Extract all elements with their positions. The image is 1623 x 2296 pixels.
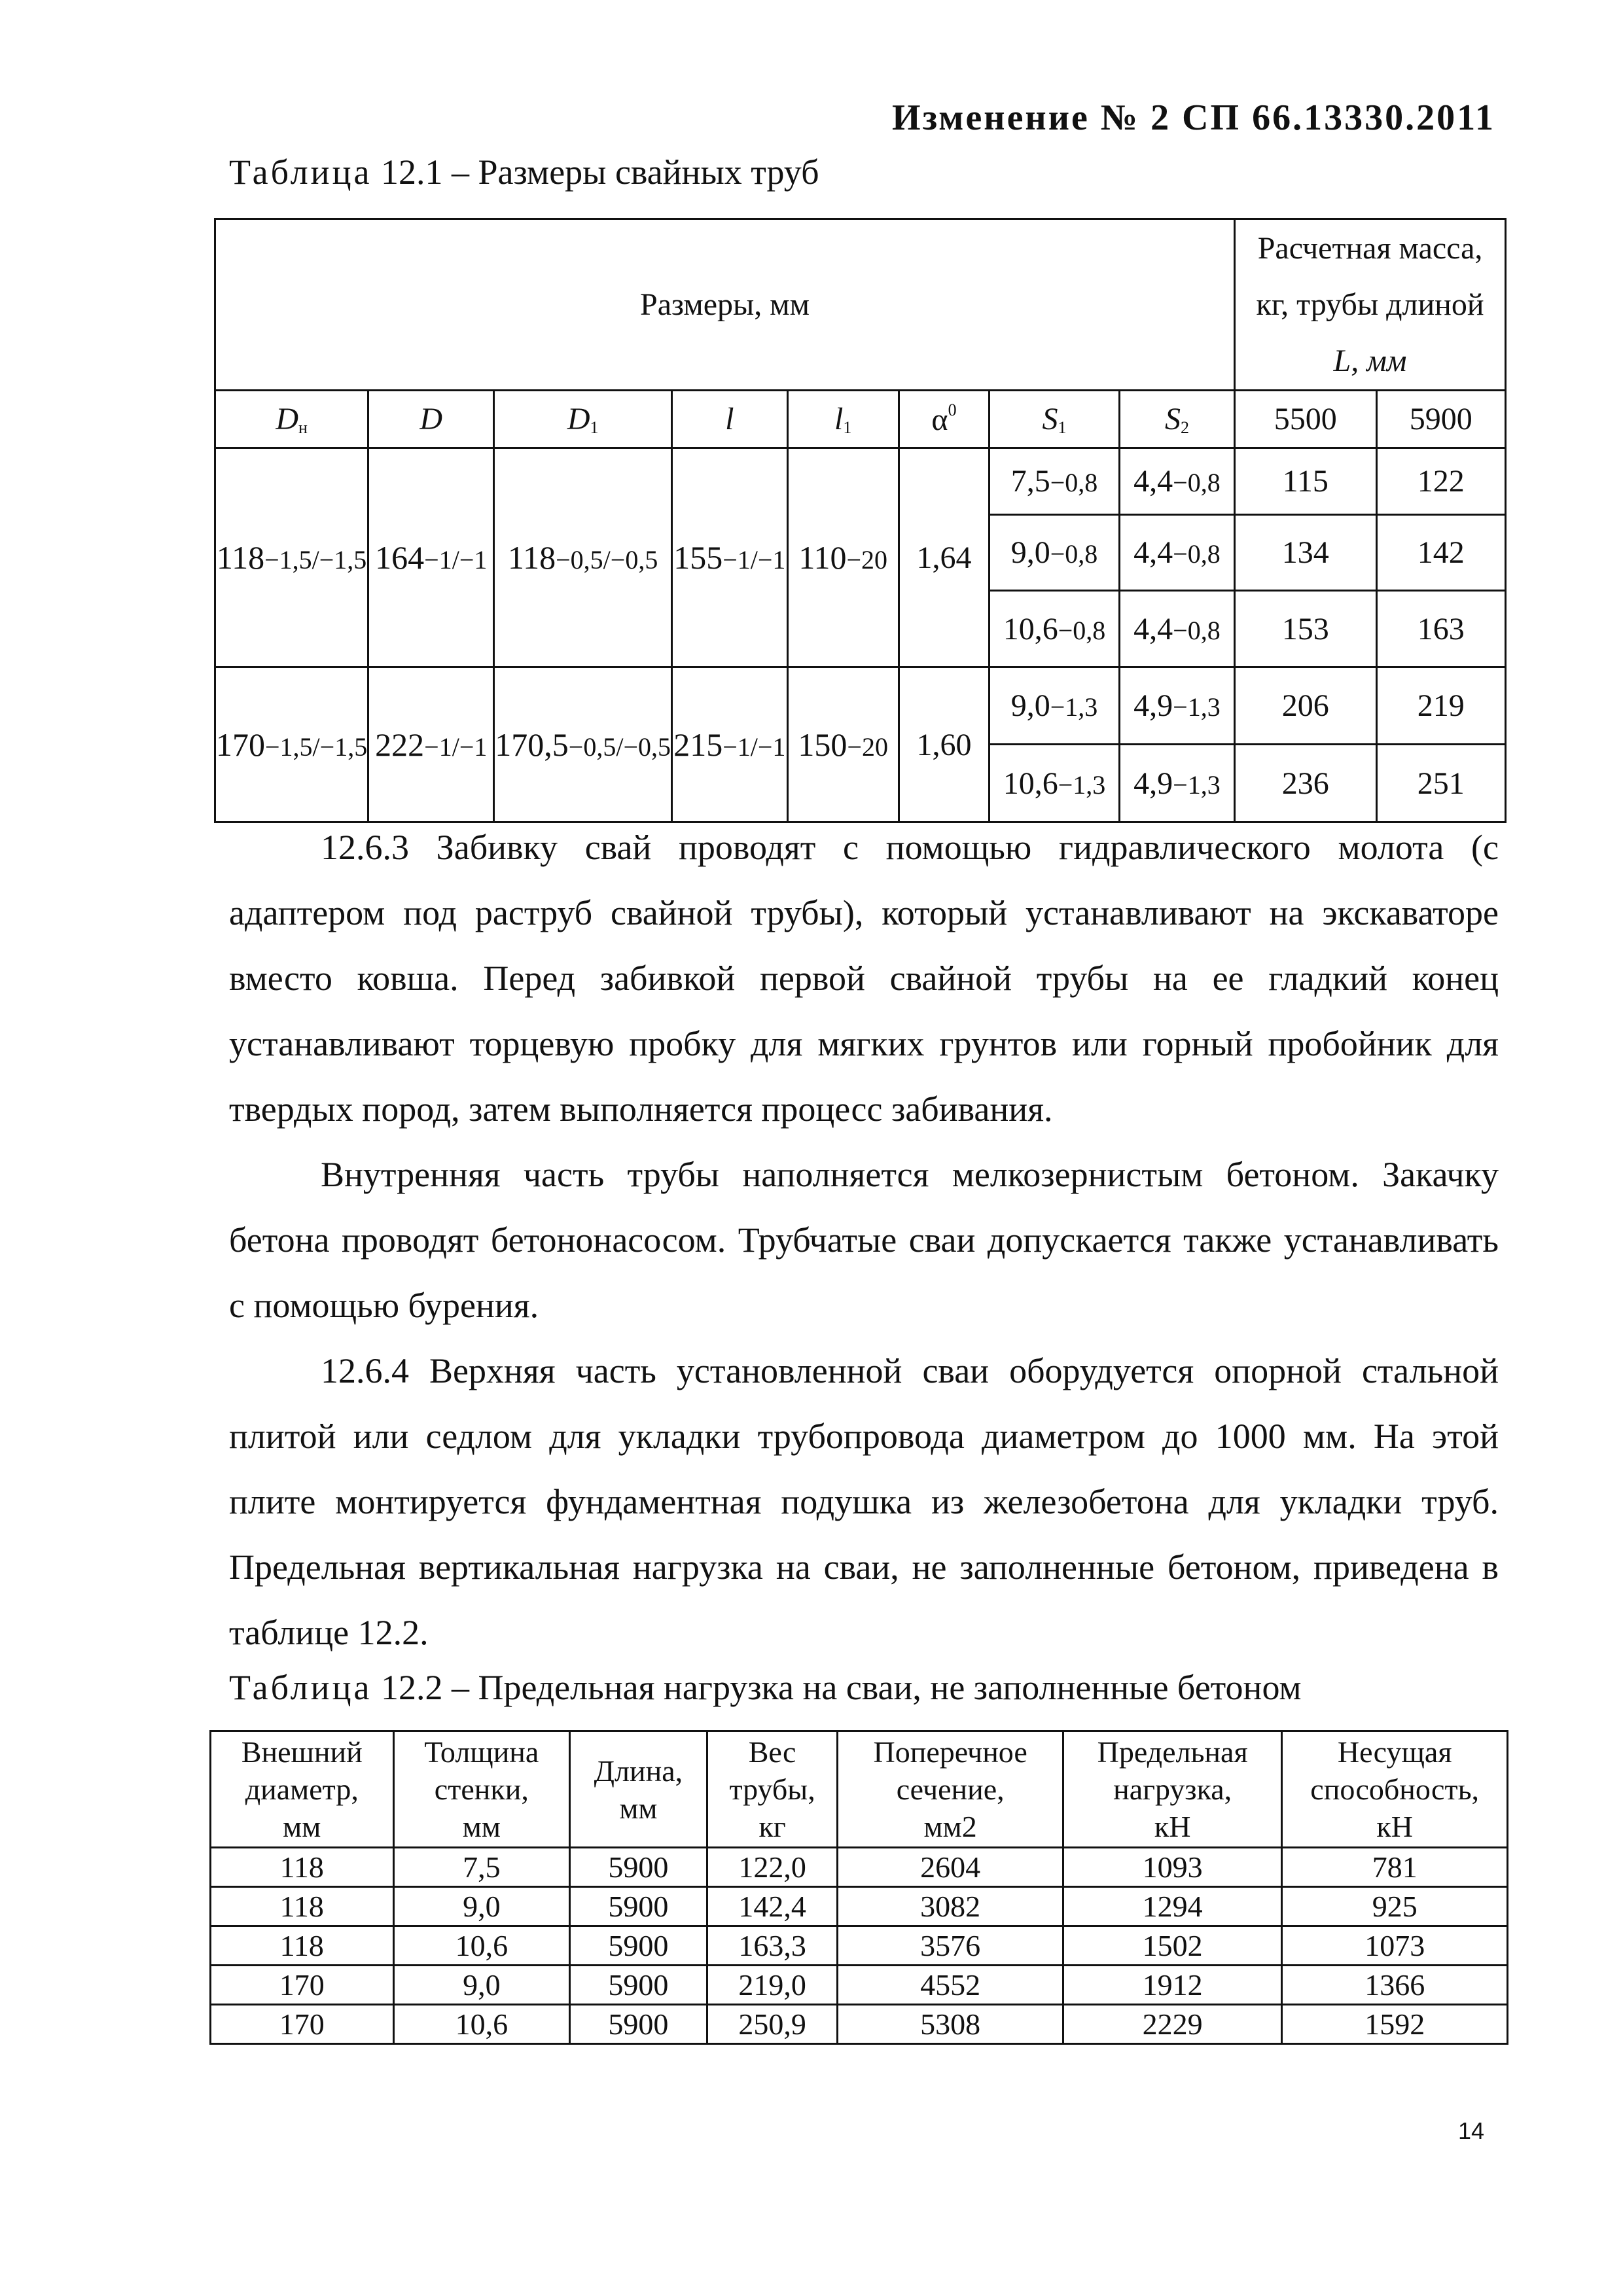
t2-head-weight: Вес трубы, кг	[707, 1731, 838, 1848]
t2-head-limit-load: Предельная нагрузка, кН	[1063, 1731, 1281, 1848]
table-cell: 7,5	[393, 1848, 570, 1887]
table-cell: 3082	[838, 1887, 1063, 1926]
g2-l: 215−1/−1	[672, 667, 788, 822]
table-cell: 1366	[1282, 1966, 1508, 2005]
r3-mass-5900: 163	[1376, 591, 1506, 667]
g1-alpha: 1,64	[899, 448, 990, 667]
table-cell: 170	[211, 1966, 394, 2005]
g2-l1: 150−20	[787, 667, 899, 822]
table-cell: 9,0	[393, 1887, 570, 1926]
g2-d: 222−1/−1	[368, 667, 494, 822]
r3-s2: 4,4−0,8	[1119, 591, 1234, 667]
table-cell: 781	[1282, 1848, 1508, 1887]
t2-head-cross-section: Поперечное сечение, мм2	[838, 1731, 1063, 1848]
table-cell: 250,9	[707, 2005, 838, 2044]
t2-head-bearing-capacity: Несущая способность, кН	[1282, 1731, 1508, 1848]
table1-head-mass-line3: L, мм	[1333, 343, 1407, 378]
load-limits-table	[209, 1730, 1508, 2045]
col-d1: $D_1$	[494, 391, 672, 448]
table1-head-mass-line2: кг, трубы длиной	[1256, 287, 1484, 322]
table-cell: 5900	[570, 1887, 707, 1926]
table-cell: 118	[211, 1887, 394, 1926]
table2-caption	[229, 1667, 1302, 1708]
table2-caption-label: Таблица	[229, 1668, 372, 1707]
table-cell: 1093	[1063, 1848, 1281, 1887]
table-cell: 170	[211, 2005, 394, 2044]
col-alpha: $\alpha^0$	[899, 391, 990, 448]
table-cell: 118	[211, 1848, 394, 1887]
col-dn: $D_н$	[215, 391, 368, 448]
table1-head-sizes: Размеры, мм	[215, 219, 1235, 391]
g2-dn: 170−1,5/−1,5	[215, 667, 368, 822]
r5-s1: 10,6−1,3	[990, 745, 1120, 822]
table-cell: 5308	[838, 2005, 1063, 2044]
g1-l1: 110−20	[787, 448, 899, 667]
t2-head-length: Длина, мм	[570, 1731, 707, 1848]
col-mass-5500: 5500	[1235, 391, 1376, 448]
r2-s1: 9,0−0,8	[990, 515, 1120, 591]
table-cell: 5900	[570, 2005, 707, 2044]
col-d: D	[368, 391, 494, 448]
t2-head-outer-diameter: Внешний диаметр, мм	[211, 1731, 394, 1848]
r2-mass-5900: 142	[1376, 515, 1506, 591]
g1-d: 164−1/−1	[368, 448, 494, 667]
table-cell: 1294	[1063, 1887, 1281, 1926]
table1-caption-label: Таблица	[229, 152, 372, 192]
r5-s2: 4,9−1,3	[1119, 745, 1234, 822]
table-cell: 10,6	[393, 2005, 570, 2044]
r3-s1: 10,6−0,8	[990, 591, 1120, 667]
table-cell: 163,3	[707, 1926, 838, 1966]
r2-s2: 4,4−0,8	[1119, 515, 1234, 591]
table-cell: 1912	[1063, 1966, 1281, 2005]
table1-head-mass-line1: Расчетная масса,	[1257, 230, 1483, 266]
paragraph-concrete-fill: Внутренняя часть трубы наполняется мелкозернистым бетоном. Закачку бетона проводят бетононасосом. Трубчатые сваи допускается также устанавливать с помощью бурения.	[229, 1155, 1499, 1325]
r3-mass-5500: 153	[1235, 591, 1376, 667]
table-cell: 3576	[838, 1926, 1063, 1966]
table-cell: 118	[211, 1926, 394, 1966]
table-cell: 5900	[570, 1966, 707, 2005]
paragraph-12-6-3: 12.6.3 Забивку свай проводят с помощью гидравлического молота (с адаптером под раструб свайной трубы), который устанавливают на экскаваторе вместо ковша. Перед забивкой первой свайной трубы на ее гладкий конец устанавливают торцевую пробку для мягких грунтов или горный пробойник для твердых пород, затем выполняется процесс забивания.	[229, 828, 1499, 1129]
table-row	[211, 1887, 1508, 1926]
g1-dn: 118−1,5/−1,5	[215, 448, 368, 667]
r1-mass-5500: 115	[1235, 448, 1376, 515]
page-number: 14	[1457, 2117, 1484, 2144]
col-mass-5900: 5900	[1376, 391, 1506, 448]
paragraph-12-6-4: 12.6.4 Верхняя часть установленной сваи оборудуется опорной стальной плитой или седлом для укладки трубопровода диаметром до 1000 мм. На этой плите монтируется фундаментная подушка из железобетона для укладки труб. Предельная вертикальная нагрузка на сваи, не заполненные бетоном, приведена в таблице 12.2.	[229, 1351, 1499, 1652]
table2-caption-text: 12.2 – Предельная нагрузка на сваи, не заполненные бетоном	[372, 1668, 1302, 1707]
table-cell: 2229	[1063, 2005, 1281, 2044]
table-cell: 122,0	[707, 1848, 838, 1887]
table-cell: 10,6	[393, 1926, 570, 1966]
table-cell: 1592	[1282, 2005, 1508, 2044]
load-table-body	[211, 1848, 1508, 2044]
table-cell: 5900	[570, 1926, 707, 1966]
table-cell: 142,4	[707, 1887, 838, 1926]
document-header: Изменение № 2 СП 66.13330.2011	[892, 97, 1495, 138]
col-s1: $S_1$	[990, 391, 1120, 448]
r2-mass-5500: 134	[1235, 515, 1376, 591]
table-row	[211, 1848, 1508, 1887]
r1-s2: 4,4−0,8	[1119, 448, 1234, 515]
g2-d1: 170,5−0,5/−0,5	[494, 667, 672, 822]
table-cell: 925	[1282, 1887, 1508, 1926]
r4-s1: 9,0−1,3	[990, 667, 1120, 745]
t2-head-wall-thickness: Толщина стенки, мм	[393, 1731, 570, 1848]
table-row	[211, 1966, 1508, 2005]
pipe-sizes-table	[214, 218, 1507, 823]
col-l1: $l_1$	[787, 391, 899, 448]
table-cell: 4552	[838, 1966, 1063, 2005]
r5-mass-5500: 236	[1235, 745, 1376, 822]
col-s2: $S_2$	[1119, 391, 1234, 448]
table1-caption-text: 12.1 – Размеры свайных труб	[372, 152, 819, 192]
table-cell: 2604	[838, 1848, 1063, 1887]
g1-l: 155−1/−1	[672, 448, 788, 667]
table1-caption	[229, 152, 819, 192]
g1-d1: 118−0,5/−0,5	[494, 448, 672, 667]
table1-head-mass	[1235, 219, 1506, 391]
r5-mass-5900: 251	[1376, 745, 1506, 822]
table-cell: 1073	[1282, 1926, 1508, 1966]
r1-mass-5900: 122	[1376, 448, 1506, 515]
table-cell: 219,0	[707, 1966, 838, 2005]
r1-s1: 7,5−0,8	[990, 448, 1120, 515]
r4-mass-5500: 206	[1235, 667, 1376, 745]
table-cell: 1502	[1063, 1926, 1281, 1966]
table-row	[211, 2005, 1508, 2044]
col-l: l	[672, 391, 788, 448]
r4-s2: 4,9−1,3	[1119, 667, 1234, 745]
table-cell: 9,0	[393, 1966, 570, 2005]
g2-alpha: 1,60	[899, 667, 990, 822]
table-cell: 5900	[570, 1848, 707, 1887]
table-row	[211, 1926, 1508, 1966]
r4-mass-5900: 219	[1376, 667, 1506, 745]
